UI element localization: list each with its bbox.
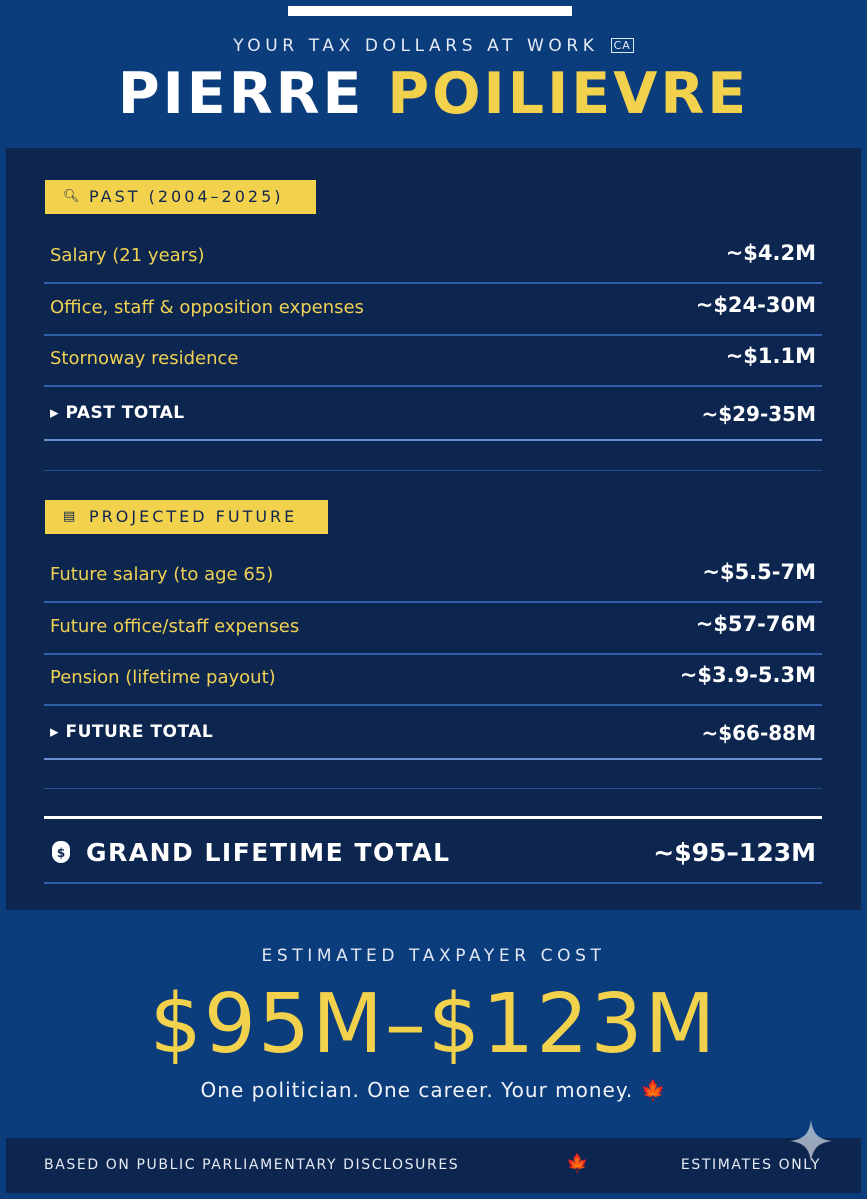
row-label: Future salary (to age 65) [50, 564, 274, 585]
past-section-tag: 🔍︎ PAST (2004–2025) [45, 180, 316, 214]
cost-label: ESTIMATED TAXPAYER COST [261, 946, 606, 966]
future-row-pension [44, 653, 822, 706]
footer-source-text: BASED ON PUBLIC PARLIAMENTARY DISCLOSURES [44, 1157, 460, 1173]
past-row-salary [44, 231, 822, 284]
search-icon: 🔍︎ [63, 189, 80, 204]
row-value: ~$4.2M [725, 241, 816, 265]
page-title [0, 58, 867, 130]
past-row-stornoway [44, 334, 822, 387]
section-divider [44, 470, 822, 471]
row-label: Future office/staff expenses [50, 616, 300, 637]
title-last-name: POILIEVRE [387, 61, 750, 127]
calendar-icon: ▤ [63, 509, 76, 524]
past-row-office [44, 283, 822, 336]
row-label: Salary (21 years) [50, 245, 205, 266]
row-label: Pension (lifetime payout) [50, 667, 276, 688]
header-kicker: YOUR TAX DOLLARS AT WORK CA [0, 36, 867, 56]
footer-bar [6, 1138, 861, 1193]
grand-total-rule [44, 816, 822, 819]
cost-amount: $95M–$123M [149, 977, 718, 1072]
future-section-tag: ▤ PROJECTED FUTURE [45, 500, 328, 534]
grand-total-row [44, 820, 822, 884]
future-row-office [44, 602, 822, 655]
row-value: ~$5.5-7M [702, 560, 816, 584]
row-value: ~$1.1M [725, 344, 816, 368]
grand-total-label: GRAND LIFETIME TOTAL [86, 838, 451, 867]
grand-total-value: ~$95–123M [653, 838, 816, 867]
slogan: One politician. One career. Your money. 🍁 [200, 1078, 667, 1102]
row-value: ~$66-88M [701, 721, 816, 745]
sparkle-icon [788, 1118, 834, 1164]
row-value: ~$29-35M [701, 402, 816, 426]
future-total-row [44, 705, 822, 760]
row-label: ▸ PAST TOTAL [50, 403, 185, 423]
footer-disclaimer-text: ESTIMATES ONLY [680, 1157, 821, 1173]
maple-leaf-icon: 🍁 [566, 1153, 589, 1174]
row-value: ~$24-30M [695, 293, 816, 317]
row-label: Office, staff & opposition expenses [50, 297, 364, 318]
money-bag-icon: $ [52, 841, 70, 863]
title-first-name: PIERRE [117, 61, 365, 127]
row-value: ~$57-76M [695, 612, 816, 636]
row-label: ▸ FUTURE TOTAL [50, 722, 214, 742]
top-accent-bar [288, 6, 572, 16]
row-label: Stornoway residence [50, 348, 239, 369]
row-value: ~$3.9-5.3M [679, 663, 816, 687]
past-total-row [44, 386, 822, 441]
section-divider [44, 788, 822, 789]
future-row-salary [44, 550, 822, 603]
canada-badge: CA [611, 38, 634, 53]
